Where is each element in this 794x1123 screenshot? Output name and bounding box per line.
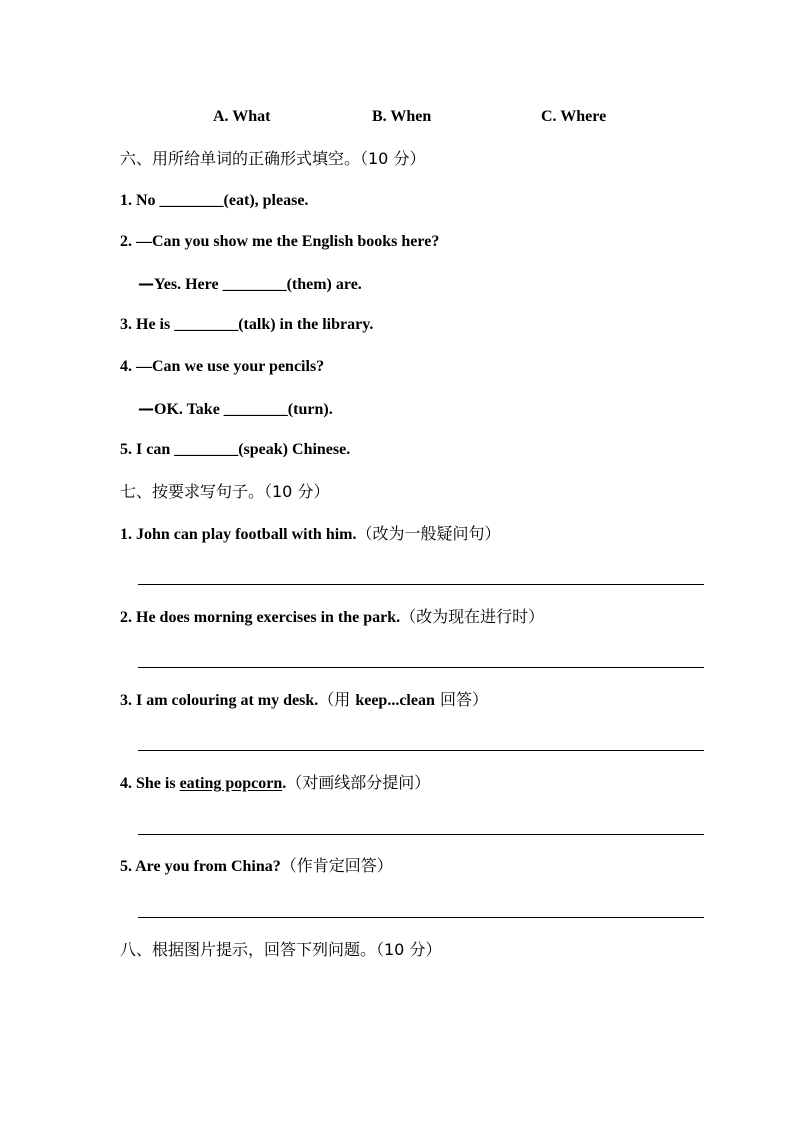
answer-line-2	[138, 667, 704, 668]
section-7-item-2: 2. He does morning exercises in the park.（改为现在进行时）	[120, 607, 545, 626]
option-a: A. What	[213, 108, 271, 125]
dash: —	[138, 399, 154, 418]
answer-line-4	[138, 834, 704, 835]
section-7-item-4: 4. She is eating popcorn.（对画线部分提问）	[120, 773, 431, 792]
section-7-item-3: 3. I am colouring at my desk.（用 keep...clean 回答）	[120, 690, 488, 709]
answer-line-3	[138, 750, 704, 751]
option-c: C. Where	[541, 108, 607, 125]
section-6-title: 六、用所给单词的正确形式填空。（10 分）	[120, 149, 426, 168]
section-6-item-1: 1. No ________(eat), please.	[120, 192, 309, 209]
section-6-item-5: 5. I can ________(speak) Chinese.	[120, 441, 351, 458]
section-8-title: 八、根据图片提示，回答下列问题。（10 分）	[120, 940, 442, 959]
option-b: B. When	[372, 108, 432, 125]
answer-line-1	[138, 584, 704, 585]
section-6-item-2-answer: —Yes. Here ________(them) are.	[138, 274, 362, 293]
underlined-phrase: eating popcorn	[179, 775, 283, 792]
section-7-title: 七、按要求写句子。（10 分）	[120, 482, 330, 501]
section-6-item-4: 4. —Can we use your pencils?	[120, 358, 325, 375]
section-7-item-5: 5. Are you from China?（作肯定回答）	[120, 856, 393, 875]
section-6-item-4-answer: —OK. Take ________(turn).	[138, 399, 333, 418]
section-6-item-2: 2. —Can you show me the English books here?	[120, 233, 440, 250]
answer-line-5	[138, 917, 704, 918]
section-6-item-3: 3. He is ________(talk) in the library.	[120, 316, 374, 333]
dash: —	[138, 274, 154, 293]
section-7-item-1: 1. John can play football with him.（改为一般疑问句）	[120, 524, 501, 543]
